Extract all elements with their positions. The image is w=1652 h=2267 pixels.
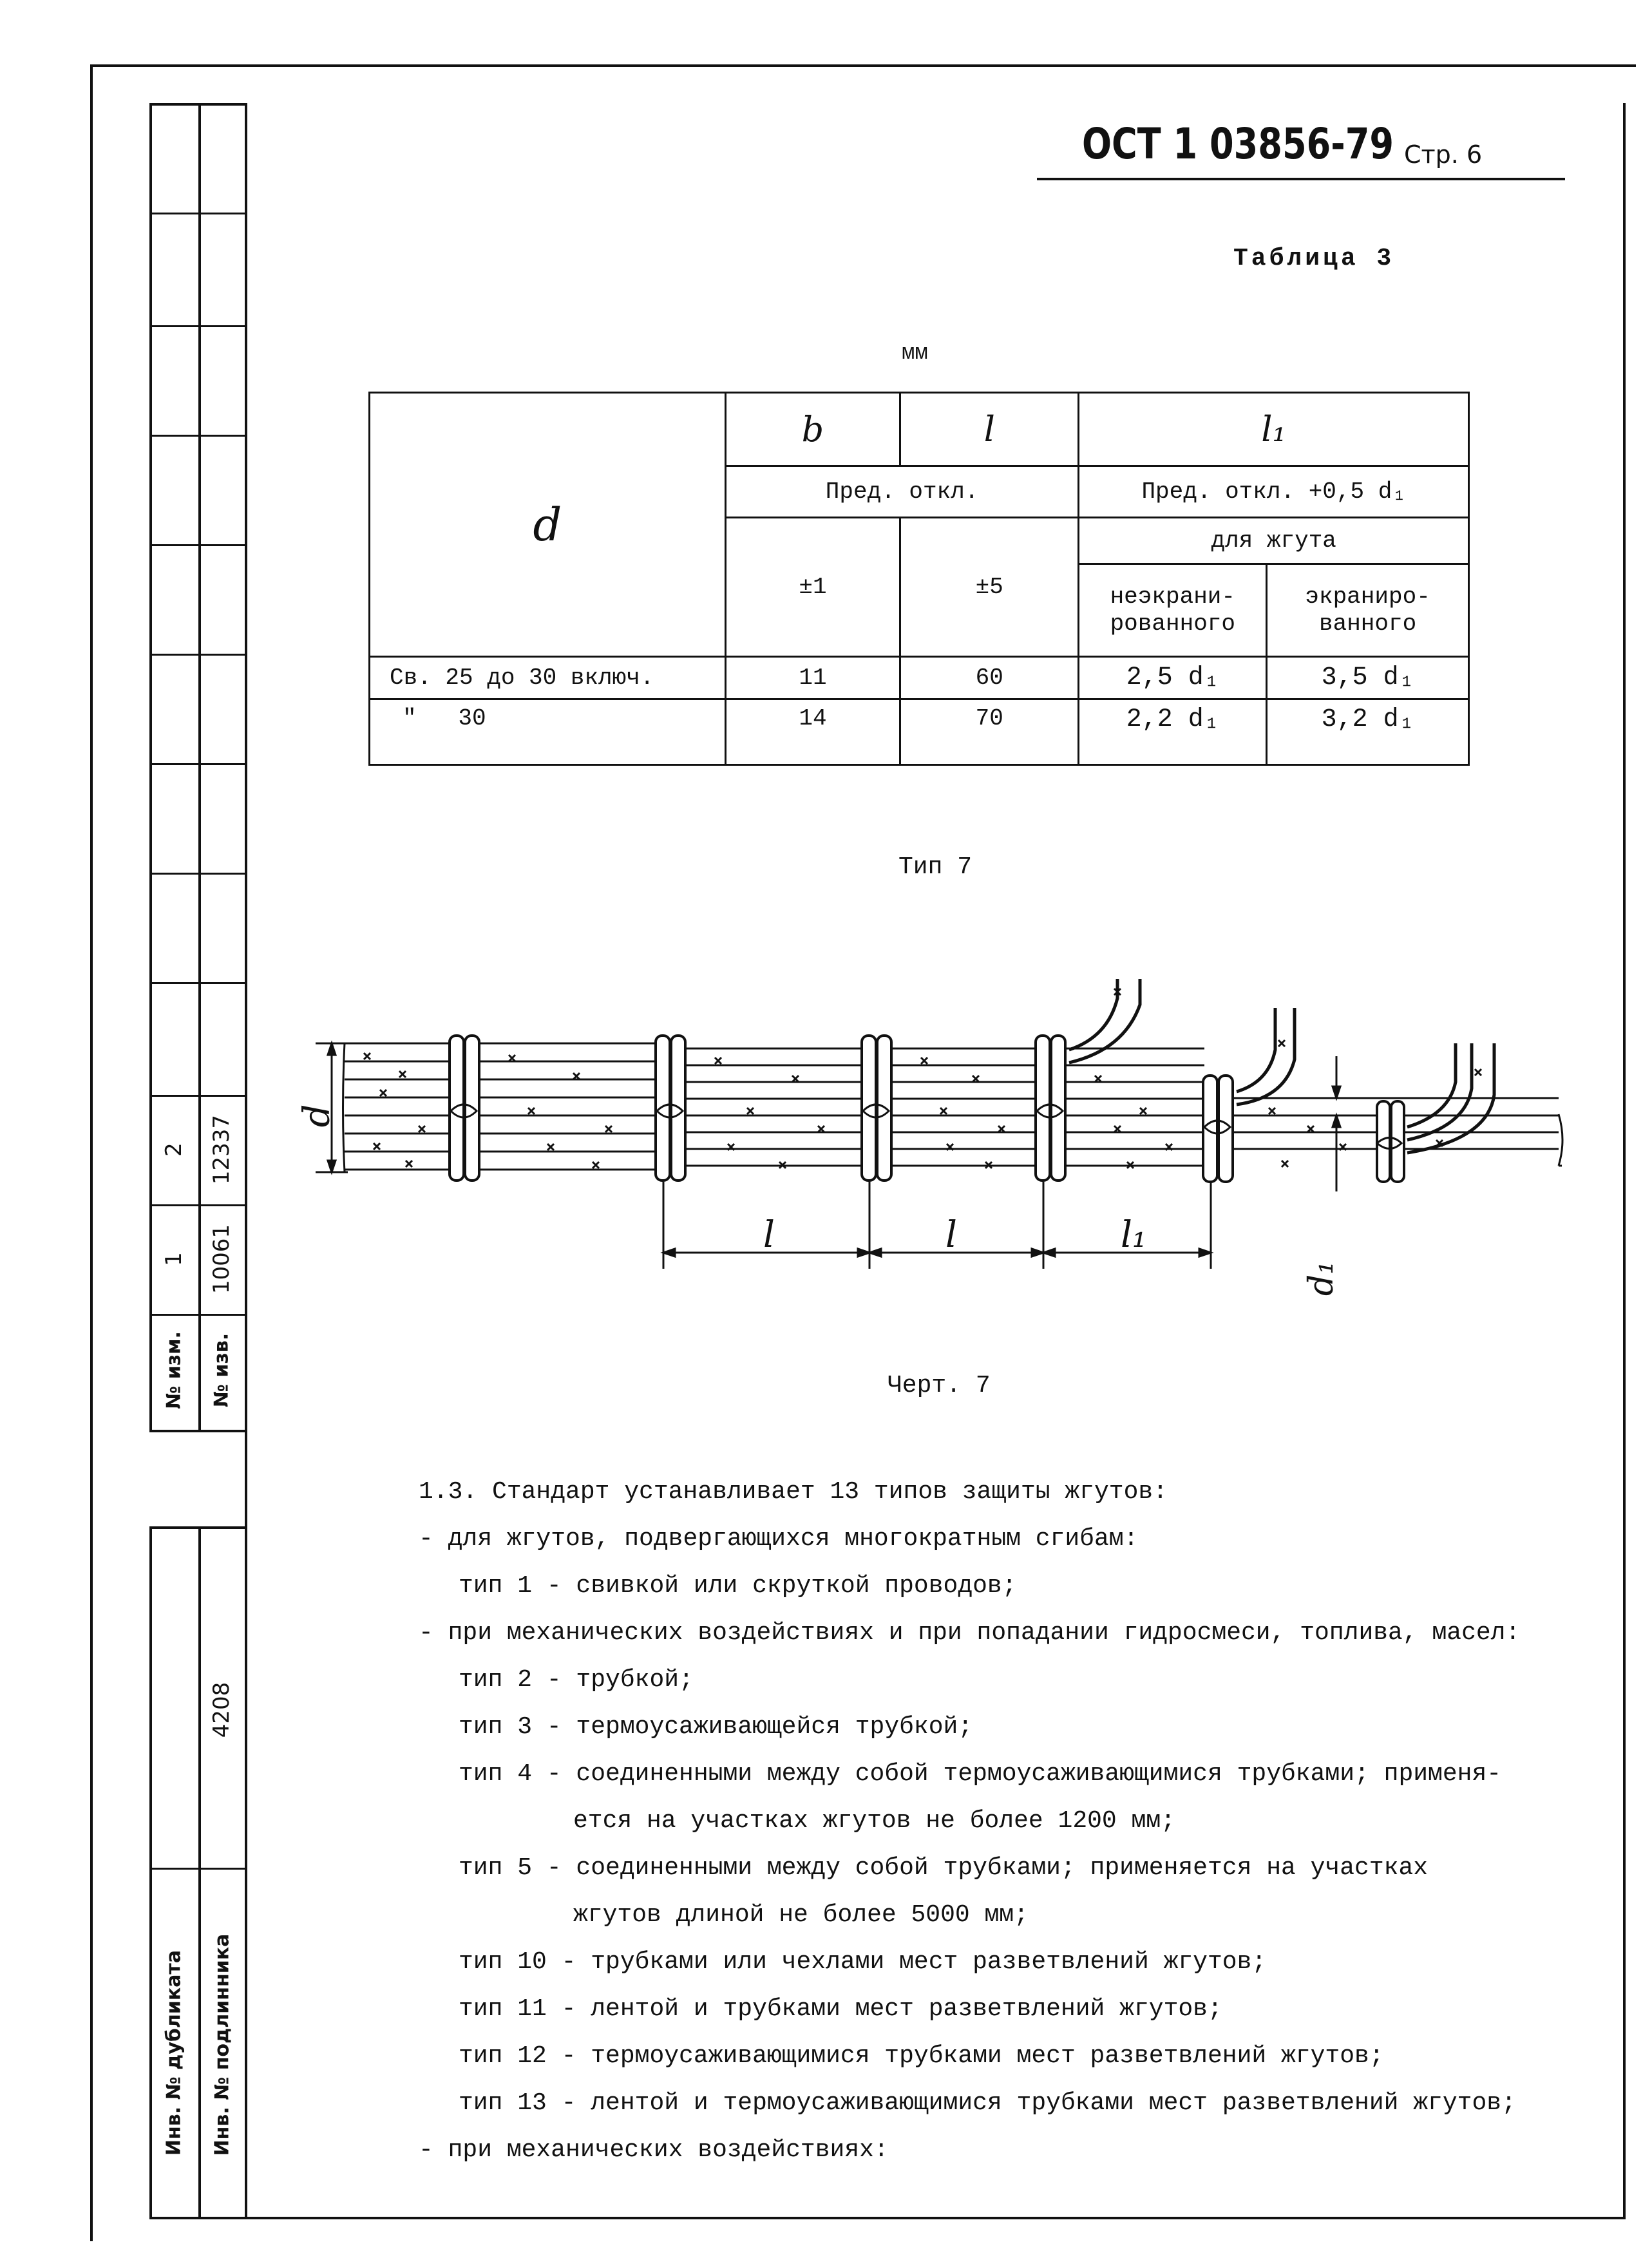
text-line-7: тип 4 - соединенными между собой термоусаживающимися трубками; применя- xyxy=(459,1760,1502,1788)
text-line-3: тип 1 - свивкой или скруткой проводов; xyxy=(459,1572,1017,1600)
header-shielded: экраниро- ванного xyxy=(1267,564,1469,657)
row2-l1-unshielded: 2,2 d₁ xyxy=(1079,699,1267,765)
text-line-12: тип 11 - лентой и трубками мест разветвлений жгутов; xyxy=(459,1995,1222,2023)
izm-label: № изм. xyxy=(162,1331,185,1409)
header-l: l xyxy=(900,393,1079,466)
frame-left xyxy=(90,64,93,2241)
header-l1: l₁ xyxy=(1079,393,1469,466)
dim-d: d xyxy=(296,1104,338,1128)
text-line-5: тип 2 - трубкой; xyxy=(459,1666,694,1694)
text-line-10: жгутов длиной не более 5000 мм; xyxy=(573,1901,1029,1929)
header-b: b xyxy=(725,393,900,466)
row1-l: 60 xyxy=(900,657,1079,699)
header-pred-otkl: Пред. откл. xyxy=(725,466,1079,518)
header-underline xyxy=(1037,178,1565,180)
inner-frame-bottom xyxy=(149,2217,1624,2219)
text-line-13: тип 12 - термоусаживающимися трубками мест разветвлений жгутов; xyxy=(459,2042,1384,2070)
dim-d1: d₁ xyxy=(1302,1260,1342,1296)
text-line-4: - при механических воздействиях и при попадании гидросмеси, топлива, масел: xyxy=(419,1619,1521,1647)
text-line-2: - для жгутов, подвергающихся многократным сгибам: xyxy=(419,1525,1139,1553)
row1-l1-shielded: 3,5 d₁ xyxy=(1267,657,1469,699)
header-unshielded: неэкрани- рованного xyxy=(1079,564,1267,657)
inv-original-label: Инв. № подлинника xyxy=(211,1933,234,2156)
dim-l1: l₁ xyxy=(1121,1214,1147,1256)
row1-l1-unshielded: 2,5 d₁ xyxy=(1079,657,1267,699)
figure-type-label: Тип 7 xyxy=(898,853,973,881)
text-line-1: 1.3. Стандарт устанавливает 13 типов защиты жгутов: xyxy=(419,1478,1168,1506)
table-3 xyxy=(368,392,1470,766)
izm-2: 2 xyxy=(161,1143,187,1157)
frame-top xyxy=(90,64,1636,67)
header-d: d xyxy=(370,393,726,657)
text-line-15: - при механических воздействиях: xyxy=(419,2136,889,2164)
dim-l-first: l xyxy=(763,1214,775,1256)
row2-d: " 30 xyxy=(370,699,726,765)
table-units: мм xyxy=(902,341,928,366)
izv-2: 12337 xyxy=(209,1114,234,1185)
inner-frame-right xyxy=(1623,103,1626,2219)
tol-b: ±1 xyxy=(725,518,900,657)
izv-1: 10061 xyxy=(209,1224,234,1295)
row1-d: Св. 25 до 30 включ. xyxy=(370,657,726,699)
header-for-harness: для жгута xyxy=(1079,518,1469,564)
text-line-6: тип 3 - термоусаживающейся трубкой; xyxy=(459,1713,973,1741)
page-label: Стр. 6 xyxy=(1404,140,1483,169)
row1-b: 11 xyxy=(725,657,900,699)
doc-number: ОСТ 1 03856-79 xyxy=(1082,119,1394,169)
row2-l1-shielded: 3,2 d₁ xyxy=(1267,699,1469,765)
text-line-9: тип 5 - соединенными между собой трубками; применяется на участках xyxy=(459,1854,1429,1882)
text-line-11: тип 10 - трубками или чехлами мест разветвлений жгутов; xyxy=(459,1948,1267,1976)
inv-original-value: 4208 xyxy=(209,1682,234,1738)
izm-1: 1 xyxy=(161,1252,187,1266)
text-line-8: ется на участках жгутов не более 1200 мм; xyxy=(573,1807,1175,1835)
dim-l-second: l xyxy=(945,1214,957,1256)
izv-label: № изв. xyxy=(210,1333,233,1408)
tol-l: ±5 xyxy=(900,518,1079,657)
header-pred-otkl-l1: Пред. откл. +0,5 d₁ xyxy=(1079,466,1469,518)
row2-l: 70 xyxy=(900,699,1079,765)
text-line-14: тип 13 - лентой и термоусаживающимися трубками мест разветвлений жгутов; xyxy=(459,2089,1516,2117)
inv-duplicate-label: Инв. № дубликата xyxy=(162,1949,185,2156)
table-title: Таблица 3 xyxy=(1233,245,1395,272)
harness-drawing xyxy=(303,979,1578,1288)
figure-caption: Черт. 7 xyxy=(888,1372,991,1399)
row2-b: 14 xyxy=(725,699,900,765)
